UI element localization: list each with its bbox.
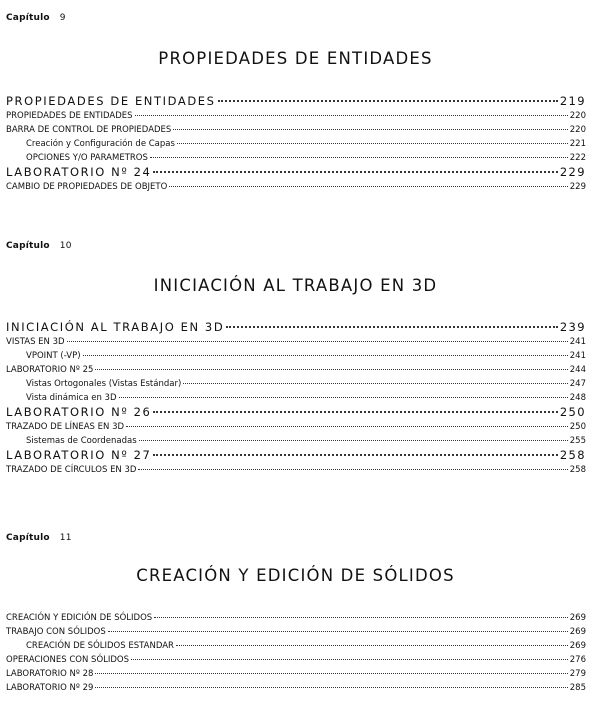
toc-entry-label: TRAZADO DE CÍRCULOS EN 3D — [6, 465, 137, 475]
chapter-title: INICIACIÓN AL TRABAJO EN 3D — [153, 276, 438, 295]
dot-leader — [154, 617, 568, 618]
dot-leader — [153, 171, 557, 173]
dot-leader — [95, 369, 567, 370]
toc-entry-label: OPCIONES Y/O PARAMETROS — [26, 153, 148, 163]
toc-entry-page: 269 — [569, 627, 586, 637]
toc-entry-label: LABORATORIO Nº 25 — [6, 365, 94, 375]
toc-entry-label: LABORATORIO Nº 28 — [6, 669, 94, 679]
toc-entry-page: 276 — [569, 655, 586, 665]
toc-entry-label: VISTAS EN 3D — [6, 337, 65, 347]
toc-entry-label: PROPIEDADES DE ENTIDADES — [6, 111, 133, 121]
toc-entry-label: CREACIÓN DE SÓLIDOS ESTANDAR — [26, 641, 174, 651]
toc-section — [6, 94, 586, 194]
toc-entry-page: 219 — [559, 94, 586, 108]
dot-leader — [95, 687, 567, 688]
toc-entry-page: 255 — [569, 436, 586, 446]
toc-entry[interactable] — [6, 137, 586, 151]
toc-entry-page: 241 — [569, 351, 586, 361]
toc-entry-page: 258 — [569, 465, 586, 475]
dot-leader — [153, 454, 557, 456]
toc-entry[interactable] — [6, 165, 586, 180]
toc-entry[interactable] — [6, 420, 586, 434]
toc-entry-page: 239 — [559, 320, 586, 334]
toc-entry-label: TRABAJO CON SÓLIDOS — [6, 627, 106, 637]
dot-leader — [169, 186, 567, 187]
toc-entry-page: 244 — [569, 365, 586, 375]
dot-leader — [119, 397, 568, 398]
toc-entry[interactable] — [6, 94, 586, 109]
dot-leader — [138, 469, 567, 470]
toc-entry[interactable] — [6, 667, 586, 681]
dot-leader — [153, 411, 557, 413]
toc-entry-page: 250 — [559, 405, 586, 419]
dot-leader — [126, 426, 568, 427]
dot-leader — [150, 157, 568, 158]
chapter-number: 10 — [59, 241, 72, 251]
toc-entry-page: 269 — [569, 613, 586, 623]
toc-entry[interactable] — [6, 448, 586, 463]
dot-leader — [95, 673, 567, 674]
toc-entry-page: 229 — [569, 182, 586, 192]
toc-entry[interactable] — [6, 109, 586, 123]
dot-leader — [83, 355, 568, 356]
toc-entry-label: Vista dinámica en 3D — [26, 393, 117, 403]
dot-leader — [135, 115, 568, 116]
toc-entry-label: Vistas Ortogonales (Vistas Estándar) — [26, 379, 182, 389]
toc-entry[interactable] — [6, 335, 586, 349]
toc-entry-page: 258 — [559, 448, 586, 462]
toc-entry-page: 220 — [569, 125, 586, 135]
toc-entry-page: 269 — [569, 641, 586, 651]
toc-entry-page: 221 — [569, 139, 586, 149]
toc-entry[interactable] — [6, 377, 586, 391]
toc-entry[interactable] — [6, 363, 586, 377]
toc-entry[interactable] — [6, 463, 586, 477]
toc-entry-label: LABORATORIO Nº 26 — [6, 405, 152, 419]
toc-entry[interactable] — [6, 123, 586, 137]
dot-leader — [139, 440, 568, 441]
toc-entry-label: LABORATORIO Nº 27 — [6, 448, 152, 462]
toc-entry[interactable] — [6, 625, 586, 639]
toc-entry[interactable] — [6, 434, 586, 448]
toc-entry-label: LABORATORIO Nº 29 — [6, 683, 94, 693]
toc-entry[interactable] — [6, 320, 586, 335]
toc-entry-page: 248 — [569, 393, 586, 403]
toc-entry[interactable] — [6, 681, 586, 695]
toc-entry[interactable] — [6, 653, 586, 667]
dot-leader — [177, 143, 568, 144]
toc-entry-label: OPERACIONES CON SÓLIDOS — [6, 655, 130, 665]
toc-entry-page: 247 — [569, 379, 586, 389]
toc-entry-page: 241 — [569, 337, 586, 347]
chapter-label-text: Capítulo — [6, 241, 50, 251]
dot-leader — [218, 100, 558, 102]
toc-entry-label: BARRA DE CONTROL DE PROPIEDADES — [6, 125, 172, 135]
dot-leader — [226, 326, 558, 328]
toc-entry-label: Creación y Configuración de Capas — [26, 139, 175, 149]
chapter-title: PROPIEDADES DE ENTIDADES — [158, 49, 433, 68]
chapter-label-text: Capítulo — [6, 13, 50, 23]
toc-entry-page: 250 — [569, 422, 586, 432]
toc-entry-label: LABORATORIO Nº 24 — [6, 165, 152, 179]
toc-entry-label: CREACIÓN Y EDICIÓN DE SÓLIDOS — [6, 613, 153, 623]
chapter-number: 9 — [59, 13, 66, 23]
chapter-number: 11 — [59, 533, 72, 543]
toc-entry-page: 229 — [559, 165, 586, 179]
toc-entry-label: PROPIEDADES DE ENTIDADES — [6, 94, 216, 108]
dot-leader — [183, 383, 567, 384]
dot-leader — [131, 659, 568, 660]
toc-entry-label: VPOINT (-VP) — [26, 351, 81, 361]
toc-entry-label: Sistemas de Coordenadas — [26, 436, 137, 446]
chapter-title: CREACIÓN Y EDICIÓN DE SÓLIDOS — [136, 566, 455, 585]
toc-entry-page: 279 — [569, 669, 586, 679]
toc-section — [6, 611, 586, 695]
toc-entry[interactable] — [6, 639, 586, 653]
dot-leader — [173, 129, 567, 130]
toc-entry[interactable] — [6, 405, 586, 420]
toc-entry[interactable] — [6, 151, 586, 165]
toc-entry-page: 285 — [569, 683, 586, 693]
toc-entry-label: INICIACIÓN AL TRABAJO EN 3D — [6, 320, 225, 334]
dot-leader — [108, 631, 568, 632]
toc-entry[interactable] — [6, 180, 586, 194]
chapter-label-text: Capítulo — [6, 533, 50, 543]
toc-entry[interactable] — [6, 391, 586, 405]
toc-section — [6, 320, 586, 477]
chapter-label — [6, 13, 66, 23]
dot-leader — [176, 645, 568, 646]
toc-entry[interactable] — [6, 349, 586, 363]
dot-leader — [67, 341, 568, 342]
toc-entry-label: CAMBIO DE PROPIEDADES DE OBJETO — [6, 182, 168, 192]
toc-entry[interactable] — [6, 611, 586, 625]
toc-entry-label: TRAZADO DE LÍNEAS EN 3D — [6, 422, 125, 432]
chapter-label — [6, 241, 72, 251]
toc-entry-page: 220 — [569, 111, 586, 121]
chapter-label — [6, 533, 72, 543]
toc-entry-page: 222 — [569, 153, 586, 163]
